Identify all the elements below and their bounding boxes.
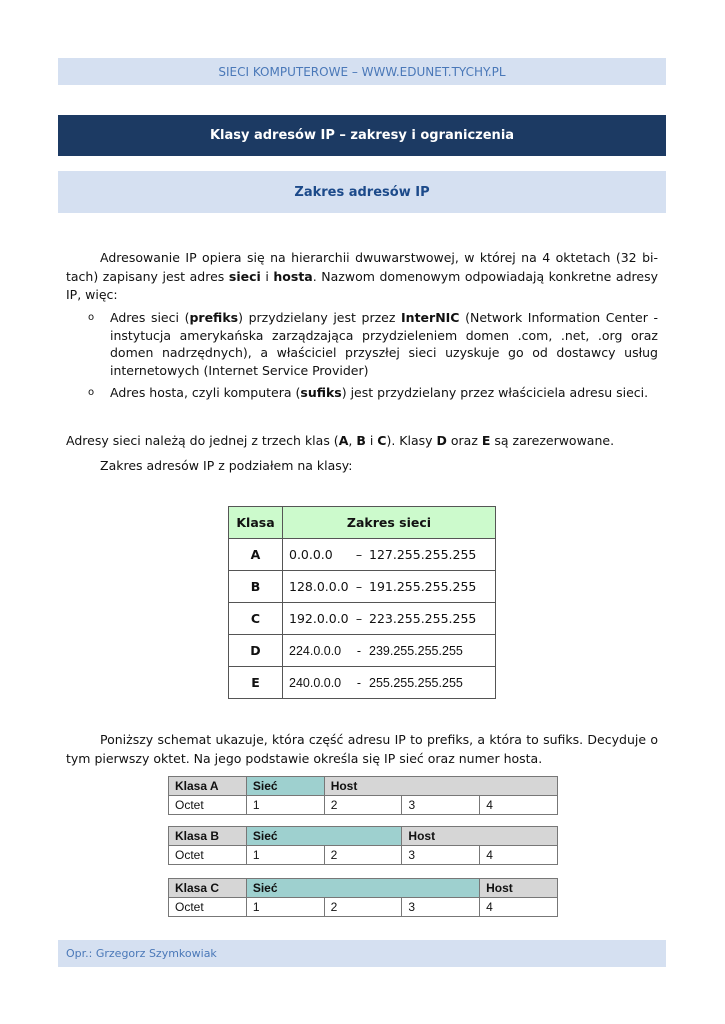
intro-bold-hosta: hosta (273, 268, 313, 284)
scheme-net-cell: Sieć (246, 777, 324, 796)
bullet-text-part: Adres sieci ( (110, 310, 190, 325)
range-from: 0.0.0.0 (289, 547, 333, 562)
bullet-marker: o (88, 312, 95, 323)
scheme-header-row (169, 879, 558, 898)
scheme-class-label: Klasa A (169, 777, 247, 796)
bullet-marker: o (88, 387, 95, 398)
scheme-header-row (169, 827, 558, 846)
scheme-host-cell: Host (402, 827, 558, 846)
range-to: 127.255.255.255 (369, 547, 477, 562)
scheme-table-class-a (168, 776, 558, 815)
bullet-text-part: ) przydzielany jest przez (238, 310, 402, 325)
scheme-octet: 1 (246, 846, 324, 865)
range-from: 192.0.0.0 (289, 611, 349, 626)
scheme-host-cell: Host (324, 777, 557, 796)
scheme-octet: 4 (480, 796, 558, 815)
range-dash: - (356, 675, 362, 690)
range-dash: – (355, 547, 363, 562)
scheme-octet: 2 (324, 796, 402, 815)
scheme-octet: 4 (480, 846, 558, 865)
range-from: 240.0.0.0 (289, 675, 342, 690)
range-from: 128.0.0.0 (289, 579, 349, 594)
table-row (229, 603, 496, 635)
class-cell: C (229, 603, 283, 635)
scheme-table-class-c (168, 878, 558, 917)
range-cell (283, 539, 496, 571)
bullet-text-part: (Network Information Center - instytucja amerykańska zarządzająca przydzieleniem domen .com, .net, .org oraz domen nadrzędnych), a właściciel przyszłej sieci uzyskuje go od dostawcy usług internetowych (Internet Service Provider) (110, 310, 658, 378)
bullet-item-suffix (88, 384, 658, 402)
intro-text: . Nazwom domenowym odpowiadają konkretne adresy IP, więc: (66, 268, 658, 302)
scheme-net-cell: Sieć (246, 879, 479, 898)
scheme-octet: 1 (246, 796, 324, 815)
scheme-octet: 2 (324, 898, 402, 917)
range-dash: – (355, 579, 363, 594)
table-row (229, 635, 496, 667)
class-b-bold: B (356, 433, 366, 448)
page-title (58, 115, 666, 156)
table-row (229, 571, 496, 603)
classes-text: Adresy sieci należą do jednej z trzech klas ( (66, 433, 339, 448)
header-range: Zakres sieci (283, 507, 496, 539)
range-to: 191.255.255.255 (369, 579, 477, 594)
range-to: 223.255.255.255 (369, 611, 477, 626)
scheme-octet-label: Octet (169, 846, 247, 865)
footer-text: Opr.: Grzegorz Szymkowiak (66, 947, 217, 960)
title-text: Klasy adresów IP – zakresy i ograniczenia (209, 128, 515, 143)
range-cell (283, 667, 496, 699)
range-intro: Zakres adresów IP z podziałem na klasy: (100, 458, 353, 473)
scheme-octet: 1 (246, 898, 324, 917)
classes-text: i (365, 433, 378, 448)
header-class: Klasa (229, 507, 283, 539)
class-d-bold: D (436, 433, 447, 448)
scheme-octet: 2 (324, 846, 402, 865)
scheme-header-row (169, 777, 558, 796)
scheme-octet-row (169, 796, 558, 815)
page-header (58, 58, 666, 85)
class-cell: D (229, 635, 283, 667)
header-text: SIECI KOMPUTEROWE – WWW.EDUNET.TYCHY.PL (218, 64, 506, 79)
range-to: 255.255.255.255 (369, 675, 463, 690)
table-row (229, 667, 496, 699)
bullet-text (110, 384, 658, 402)
classes-text: są zarezerwowane. (490, 433, 615, 448)
section-title (58, 171, 666, 213)
intro-text: i (260, 268, 274, 284)
table-header-row (229, 507, 496, 539)
scheme-octet-row (169, 846, 558, 865)
class-e-bold: E (481, 433, 491, 448)
scheme-octet-label: Octet (169, 796, 247, 815)
scheme-octet: 3 (402, 898, 480, 917)
scheme-paragraph: Poniższy schemat ukazuje, która część adresu IP to prefiks, a która to sufiks. Decyduje o tym pierwszy oktet. Na jego podstawie określa się IP sieć oraz numer hosta. (66, 732, 658, 766)
class-c-bold: C (377, 433, 387, 448)
bullet-item-prefix (88, 309, 658, 379)
range-dash: – (355, 611, 363, 626)
range-to: 239.255.255.255 (369, 643, 463, 658)
ip-range-table (228, 506, 496, 699)
bullet-bold-prefiks: prefiks (189, 310, 239, 325)
intro-text: Adresowanie IP opiera się na hierarchii dwuwarstwowej, w której na 4 oktetach (32 bi-tach) zapisany jest adres (66, 250, 658, 284)
bullet-bold-internic: InterNIC (401, 310, 460, 325)
intro-bold-sieci: sieci (228, 268, 261, 284)
range-cell (283, 571, 496, 603)
bullet-text (110, 309, 658, 379)
page-footer (58, 940, 666, 967)
scheme-net-cell: Sieć (246, 827, 402, 846)
range-from: 224.0.0.0 (289, 643, 342, 658)
classes-text: , (348, 433, 357, 448)
scheme-class-label: Klasa C (169, 879, 247, 898)
class-cell: E (229, 667, 283, 699)
range-dash: - (356, 643, 362, 658)
bullet-bold-sufiks: sufiks (300, 385, 342, 400)
classes-paragraph (66, 432, 658, 451)
range-cell (283, 603, 496, 635)
scheme-class-label: Klasa B (169, 827, 247, 846)
range-cell (283, 635, 496, 667)
subtitle-text: Zakres adresów IP (294, 184, 430, 200)
scheme-octet: 3 (402, 796, 480, 815)
table-row (229, 539, 496, 571)
class-cell: A (229, 539, 283, 571)
scheme-host-cell: Host (480, 879, 558, 898)
classes-text: oraz (446, 433, 482, 448)
class-cell: B (229, 571, 283, 603)
class-a-bold: A (338, 433, 349, 448)
scheme-octet-row (169, 898, 558, 917)
intro-paragraph (66, 249, 658, 305)
bullet-text-part: Adres hosta, czyli komputera ( (110, 385, 301, 400)
bullet-text-part: ) jest przydzielany przez właściciela adresu sieci. (341, 385, 649, 400)
classes-text: ). Klasy (386, 433, 437, 448)
scheme-octet: 4 (480, 898, 558, 917)
scheme-octet-label: Octet (169, 898, 247, 917)
scheme-table-class-b (168, 826, 558, 865)
scheme-octet: 3 (402, 846, 480, 865)
